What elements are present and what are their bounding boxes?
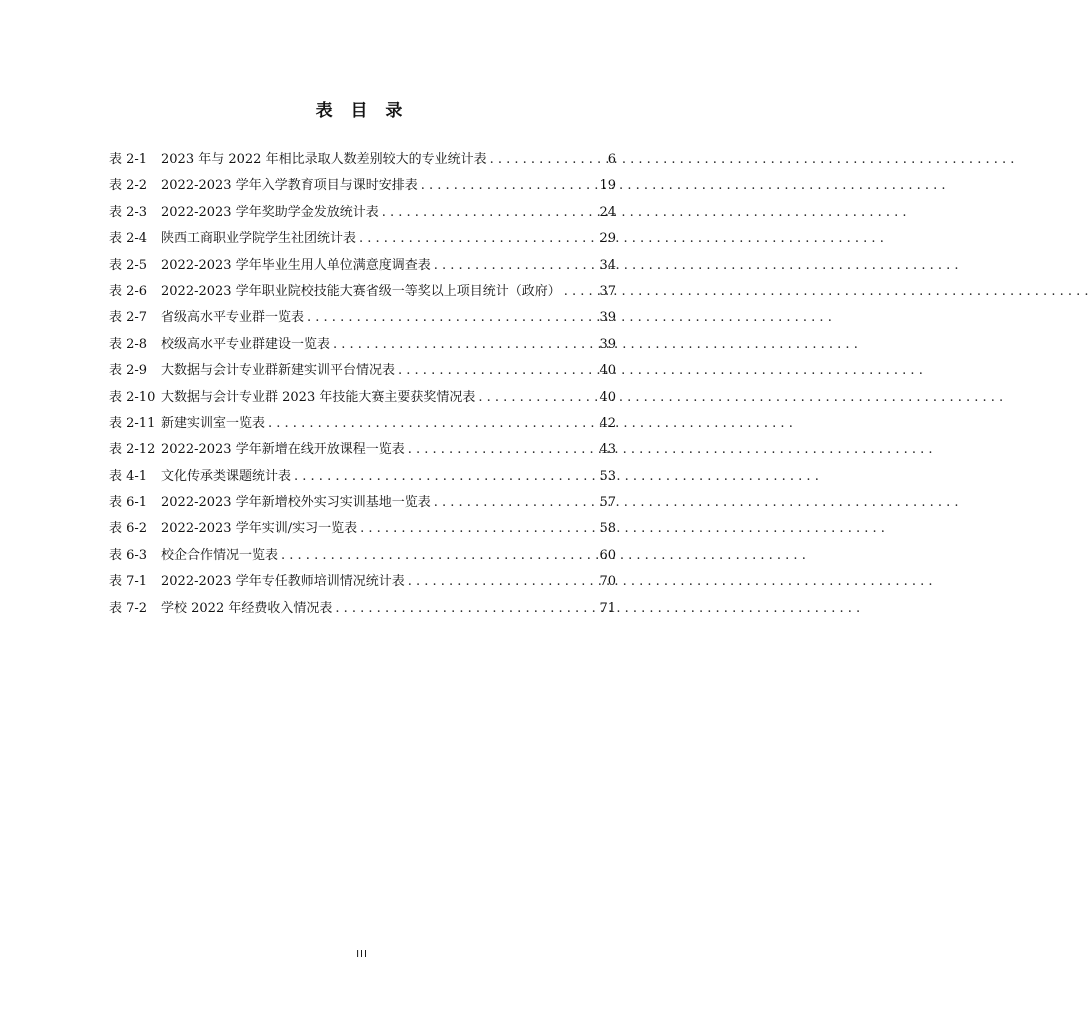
toc-entry-page: 19 xyxy=(599,178,616,194)
toc-entry-number: 表 2-5 xyxy=(109,257,148,273)
toc-entry-number: 表 2-1 xyxy=(109,152,148,167)
toc-entry-title: 2022-2023 学年新增校外实习实训基地一览表 xyxy=(161,495,431,511)
dot-leader xyxy=(382,200,597,226)
dot-leader xyxy=(333,332,596,358)
toc-entry-number: 表 4-1 xyxy=(109,468,148,484)
toc-entry-number: 表 2-2 xyxy=(109,178,148,194)
toc-entry-number: 表 2-9 xyxy=(109,363,148,379)
toc-entry-number: 表 6-1 xyxy=(109,495,148,511)
dot-leader xyxy=(434,490,597,516)
dot-leader xyxy=(359,226,596,252)
toc-entry-page: 70 xyxy=(599,574,616,590)
toc-entry-title: 新建实训室一览表 xyxy=(161,415,266,431)
toc-entry[interactable] xyxy=(109,332,616,358)
toc-entry-page: 6 xyxy=(607,152,616,167)
toc-entry-page: 37 xyxy=(599,283,616,299)
toc-entry-title: 2023 年与 2022 年相比录取人数差别较大的专业统计表 xyxy=(161,152,487,167)
toc-entry-number: 表 2-10 xyxy=(109,389,156,405)
toc-entry-title: 2022-2023 学年毕业生用人单位满意度调查表 xyxy=(161,257,431,273)
toc-entry[interactable] xyxy=(109,200,616,226)
toc-entry[interactable] xyxy=(109,279,616,305)
toc-entry-title: 大数据与会计专业群新建实训平台情况表 xyxy=(161,363,396,379)
toc-entry-number: 表 2-12 xyxy=(109,442,156,458)
toc-entry-page: 71 xyxy=(599,600,616,616)
toc-entry[interactable] xyxy=(109,543,616,569)
toc-entry[interactable] xyxy=(109,437,616,463)
toc-entry-title: 校企合作情况一览表 xyxy=(161,547,279,563)
toc-entry-page: 57 xyxy=(599,495,616,511)
toc-entry-title: 学校 2022 年经费收入情况表 xyxy=(161,600,333,616)
toc-entry[interactable] xyxy=(109,569,616,595)
table-of-contents xyxy=(109,147,616,622)
toc-entry-page: 60 xyxy=(599,547,616,563)
toc-entry-title: 省级高水平专业群一览表 xyxy=(161,310,305,326)
toc-entry-page: 39 xyxy=(599,336,616,352)
toc-entry[interactable] xyxy=(109,226,616,252)
toc-entry[interactable] xyxy=(109,358,616,384)
dot-leader xyxy=(307,305,596,331)
toc-entry-number: 表 6-2 xyxy=(109,521,148,537)
toc-entry-title: 2022-2023 学年奖助学金发放统计表 xyxy=(161,204,379,220)
toc-entry-page: 40 xyxy=(599,363,616,379)
toc-entry-page: 43 xyxy=(599,442,616,458)
dot-leader xyxy=(490,147,599,173)
toc-entry-page: 40 xyxy=(599,389,616,405)
toc-entry[interactable] xyxy=(109,516,616,542)
toc-entry[interactable] xyxy=(109,173,616,199)
toc-entry-title: 2022-2023 学年新增在线开放课程一览表 xyxy=(161,442,405,458)
page-number: III xyxy=(356,949,368,960)
toc-entry-number: 表 2-8 xyxy=(109,336,148,352)
toc-entry[interactable] xyxy=(109,253,616,279)
dot-leader xyxy=(434,253,597,279)
toc-entry-number: 表 2-3 xyxy=(109,204,148,220)
toc-entry[interactable] xyxy=(109,411,616,437)
toc-entry-page: 53 xyxy=(599,468,616,484)
toc-entry-title: 2022-2023 学年实训/实习一览表 xyxy=(161,521,358,537)
toc-entry-page: 42 xyxy=(599,415,616,431)
toc-entry-page: 34 xyxy=(599,257,616,273)
toc-entry[interactable] xyxy=(109,305,616,331)
toc-entry[interactable] xyxy=(109,464,616,490)
toc-entry[interactable] xyxy=(109,385,616,411)
toc-entry-title: 文化传承类课题统计表 xyxy=(161,468,292,484)
dot-leader xyxy=(281,543,596,569)
toc-entry-title: 校级高水平专业群建设一览表 xyxy=(161,336,331,352)
dot-leader xyxy=(408,437,597,463)
toc-entry-number: 表 6-3 xyxy=(109,547,148,563)
dot-leader xyxy=(408,569,597,595)
toc-entry-title: 2022-2023 学年入学教育项目与课时安排表 xyxy=(161,178,418,194)
toc-entry-title: 陕西工商职业学院学生社团统计表 xyxy=(161,231,357,247)
dot-leader xyxy=(360,516,596,542)
toc-entry-number: 表 2-11 xyxy=(109,415,156,431)
dot-leader xyxy=(335,596,596,622)
toc-entry[interactable] xyxy=(109,490,616,516)
toc-entry-title: 2022-2023 学年专任教师培训情况统计表 xyxy=(161,574,405,590)
toc-entry-number: 表 2-4 xyxy=(109,231,148,247)
toc-entry-number: 表 7-2 xyxy=(109,600,148,616)
dot-leader xyxy=(478,385,596,411)
toc-entry-title: 大数据与会计专业群 2023 年技能大赛主要获奖情况表 xyxy=(161,389,476,405)
toc-entry-page: 58 xyxy=(599,521,616,537)
dot-leader xyxy=(268,411,596,437)
toc-entry-page: 39 xyxy=(599,310,616,326)
toc-entry-page: 29 xyxy=(599,231,616,247)
dot-leader xyxy=(421,173,597,199)
toc-entry-number: 表 7-1 xyxy=(109,574,148,590)
toc-entry[interactable] xyxy=(109,596,616,622)
toc-entry-page: 24 xyxy=(599,204,616,220)
page-title: 表 目 录 xyxy=(315,101,409,121)
toc-entry-number: 表 2-7 xyxy=(109,310,148,326)
dot-leader xyxy=(398,358,596,384)
toc-entry-title: 2022-2023 学年职业院校技能大赛省级一等奖以上项目统计（政府） xyxy=(161,283,561,299)
dot-leader xyxy=(294,464,596,490)
toc-entry[interactable] xyxy=(109,147,616,173)
toc-entry-number: 表 2-6 xyxy=(109,283,148,299)
dot-leader xyxy=(564,279,597,305)
